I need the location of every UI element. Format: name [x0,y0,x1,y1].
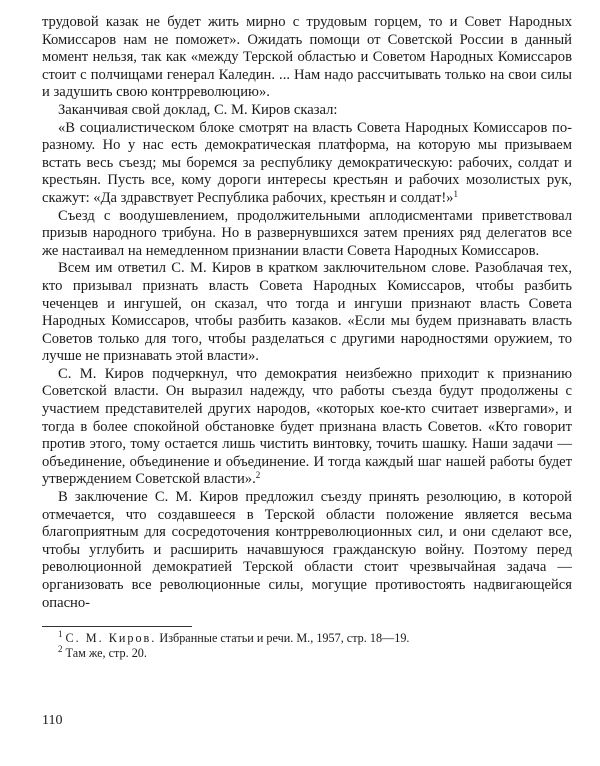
page-number: 110 [42,713,63,728]
footnote-2-text: Там же, стр. 20. [65,646,147,661]
footnote-1 [42,631,572,646]
footnotes [42,631,572,661]
footnote-author: С. М. Киров. [65,631,157,646]
paragraph-2: Заканчивая свой доклад, С. М. Киров сказал: [58,101,338,118]
footnote-marker-1: 1 [58,629,63,640]
footnote-divider [42,626,192,627]
paragraph-7: В заключение С. М. Киров предложил съезду принять резолюцию, в которой отмечается, что создавшееся в Терской области положение является весьма благоприятным для сосредоточения контрреволюционных сил, и они сделают все, чтобы углубить и расширить начавшуюся гражданскую войну. Поэтому перед революционной демократией Терской области стоит чрезвычайная задача — организовать все революционные силы, могущие противостоять надвигающейся опасно- [42,489,572,611]
paragraph-3-quote: «В социалистическом блоке смотрят на власть Совета Народных Комиссаров по-разному. Но у нас есть демократическая платформа, на которую мы призываем встать весь съезд; мы боремся за республику демократическую: рабочих, солдат и крестьян. Пусть все, кому дороги интересы крестьян и рабочих мозолистых рук, скажут: «Да здравствует Республика рабочих, крестьян и солдат!»$^1$ [42,119,572,206]
footnote-marker-2: 2 [58,644,63,655]
body-text [42,14,572,612]
footnote-ref-2: 2 [255,470,261,481]
paragraph-4: Съезд с воодушевлением, продолжительными аплодисментами приветствовал призыв народного трибуна. Но в развернувшихся затем прениях ряд делегатов все же настаивал на немедленном признании власти Совета Народных Комиссаров. [42,207,572,259]
footnote-ref-1: 1 [453,188,458,199]
paragraph-1: трудовой казак не будет жить мирно с трудовым горцем, то и Совет Народных Комиссаров нам не поможет». Ожидать помощи от Советской России в данный момент нельзя, так как «между Терской областью и Советом Народных Комиссаров стоит с полчищами генерал Каледин. ... Нам надо рассчитывать только на свои силы и задушить свою контрреволюцию». [42,14,572,101]
footnote-1-text: Избранные статьи и речи. М., 1957, стр. 18—19. [159,631,410,646]
page-content [42,14,572,661]
footnote-2 [42,646,572,661]
paragraph-6: С. М. Киров подчеркнул, что демократия неизбежно приходит к признанию Советской власти. Он выразил надежду, что работы съезда будут продолжены с участием представителей других народов, «которых кое-кто считает извергами», и тогда в более спокойной обстановке будет признана власть Советов. «Кто говорит против этого, тому остается лишь чистить винтовку, точить шашку. Наши задачи — объединение, объединение и объединение. И тогда каждый шаг нашей работы будет утверждением Советской власти».$^2$ [42,365,572,488]
paragraph-5: Всем им ответил С. М. Киров в кратком заключительном слове. Разоблачая тех, кто призывал признать власть Совета Народных Комиссаров, чтобы разбить чеченцев и ингушей, он сказал, что тогда и ингуши признают власть Совета Народных Комиссаров, чтобы разбить казаков. «Если мы будем признавать власть Советов только для того, чтобы разделаться с другими народностями оружием, то лучше не признавать этой власти». [42,260,572,365]
